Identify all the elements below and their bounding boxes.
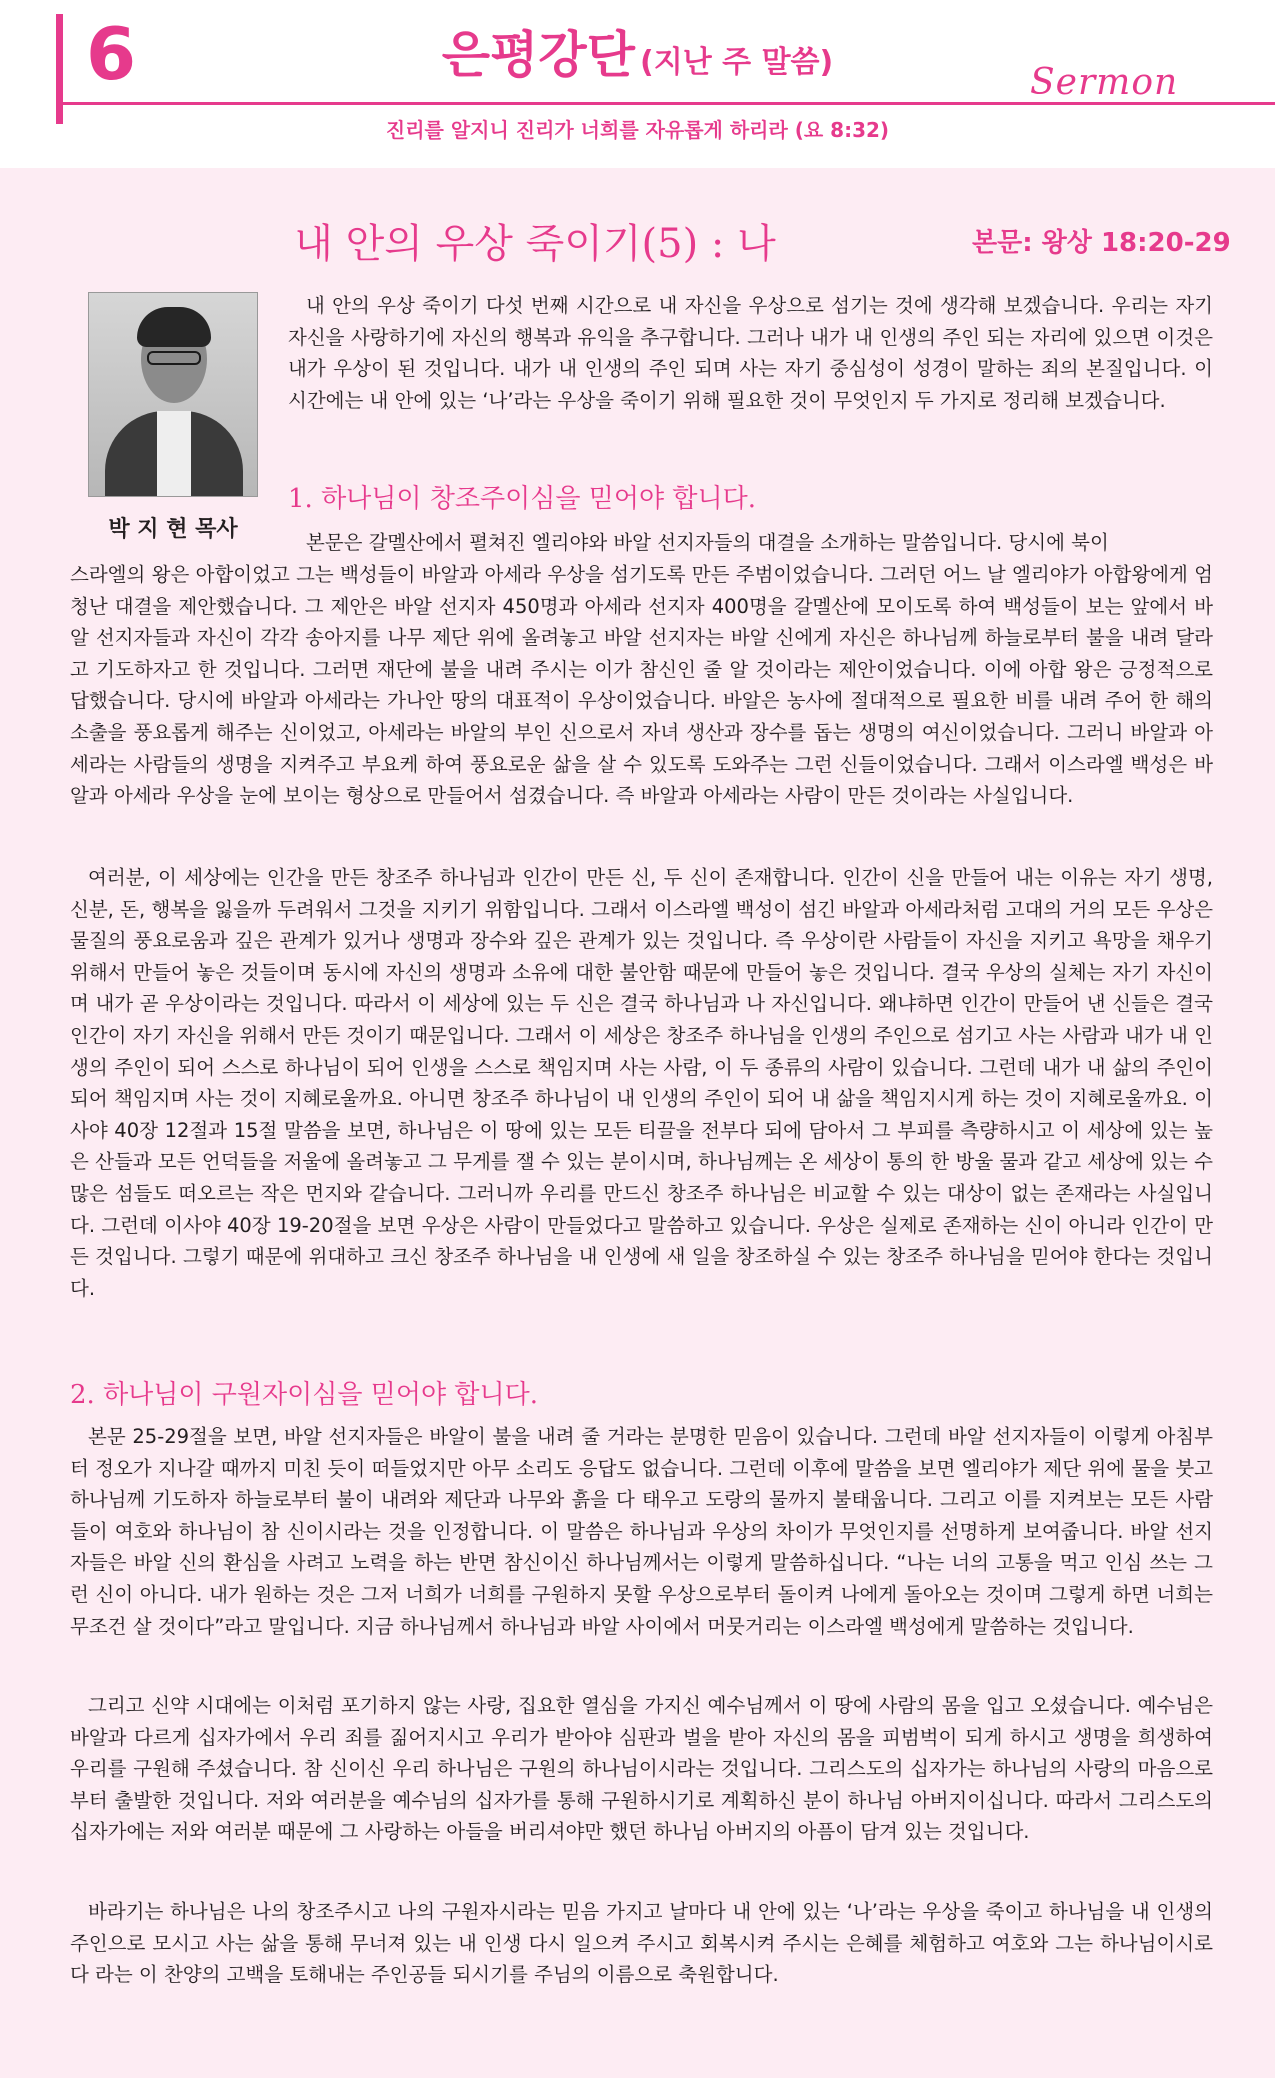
paragraph-3: 본문 25-29절을 보면, 바알 선지자들은 바알이 불을 내려 줄 거라는 분명한 믿음이 있습니다. 그런데 바알 선지자들이 이렇게 아침부터 정오가 지나갈 때까지 미친 듯이 떠들었지만 아무 소리도 응답도 없습니다. 그런데 이후에 말씀을 보면 엘리야가 제단 위에 물을 붓고 하나님께 기도하자 하늘로부터 불이 내려와 제단과 나무와 흙을 다 태우고 도랑의 물까지 불태웁니다. 그리고 이를 지켜보는 모든 사람들이 여호와 하나님이 참 신이시라는 것을 인정합니다. 이 말씀은 하나님과 우상의 차이가 무엇인지를 선명하게 보여줍니다. 바알 선지자들은 바알 신의 환심을 사려고 노력을 하는 반면 참신이신 하나님께서는 이렇게 말씀하십니다. “나는 너의 고통을 먹고 인심 쓰는 그런 신이 아니다. 내가 원하는 것은 그저 너희가 너희를 구원하지 못할 우상으로부터 돌이켜 나에게 돌아오는 것이며 그렇게 하면 너희는 무조건 살 것이다”라고 말입니다. 지금 하나님께서 하나님과 바알 사이에서 머뭇거리는 이스라엘 백성에게 말씀하는 것입니다.: [70, 1425, 1213, 1638]
paragraph-5: 바라기는 하나님은 나의 창조주시고 나의 구원자시라는 믿음 가지고 날마다 내 안에 있는 ‘나’라는 우상을 죽이고 하나님을 내 인생의 주인으로 모시고 사는 삶을 통해 무너져 있는 내 인생 다시 일으켜 주시고 회복시켜 주시는 은혜를 체험하고 여호와 그는 하나님이시로다 라는 이 찬양의 고백을 토해내는 주인공들 되시기를 주님의 이름으로 축원합니다.: [70, 1900, 1213, 1987]
paragraph-2: 여러분, 이 세상에는 인간을 만든 창조주 하나님과 인간이 만든 신, 두 신이 존재합니다. 인간이 신을 만들어 내는 이유는 자기 생명, 신분, 돈, 행복을 잃을까 두려워서 그것을 지키기 위함입니다. 그래서 이스라엘 백성이 섬긴 바알과 아세라처럼 고대의 거의 모든 우상은 물질의 풍요로움과 깊은 관계가 있거나 생명과 장수와 깊은 관계가 있는 것입니다. 즉 우상이란 사람들이 자신을 지키고 욕망을 채우기 위해서 만들어 놓은 것들이며 동시에 자신의 생명과 소유에 대한 불안함 때문에 만들어 놓은 것입니다. 결국 우상의 실체는 자기 자신이며 내가 곧 우상이라는 것입니다. 따라서 이 세상에 있는 두 신은 결국 하나님과 나 자신입니다. 왜냐하면 인간이 만들어 낸 신들은 결국 인간이 자기 자신을 위해서 만든 것이기 때문입니다. 그래서 이 세상은 창조주 하나님을 인생의 주인으로 섬기고 사는 사람과 내가 내 인생의 주인이 되어 스스로 하나님이 되어 인생을 스스로 책임지며 사는 사람, 이 두 종류의 사람이 있습니다. 그런데 내가 내 삶의 주인이 되어 책임지며 사는 것이 지혜로울까요. 아니면 창조주 하나님이 내 인생의 주인이 되어 내 삶을 책임지시게 하는 것이 지혜로울까요. 이사야 40장 12절과 15절 말씀을 보면, 하나님은 이 땅에 있는 모든 티끌을 전부다 되에 담아서 그 부피를 측량하시고 이 세상에 있는 높은 산들과 모든 언덕들을 저울에 올려놓고 그 무게를 잴 수 있는 분이시며, 하나님께는 온 세상이 통의 한 방울 물과 같고 세상에 있는 수많은 섬들도 떠오르는 작은 먼지와 같습니다. 그러니까 우리를 만드신 창조주 하나님은 비교할 수 있는 대상이 없는 존재라는 사실입니다. 그런데 이사야 40장 19-20절을 보면 우상은 사람이 만들었다고 말씀하고 있습니다. 우상은 실제로 존재하는 신이 아니라 인간이 만든 것입니다. 그렇기 때문에 위대하고 크신 창조주 하나님을 내 인생에 새 일을 창조하실 수 있는 창조주 하나님을 믿어야 한다는 것입니다.: [70, 866, 1213, 1300]
motto: 진리를 알지니 진리가 너희를 자유롭게 하리라 (요 8:32): [385, 118, 890, 142]
intro-paragraph: 내 안의 우상 죽이기 다섯 번째 시간으로 내 자신을 우상으로 섬기는 것에 생각해 보겠습니다. 우리는 자기 자신을 사랑하기에 자신의 행복과 유익을 추구합니다. 그러나 내가 내 인생의 주인 되는 자리에 있으면 이것은 내가 우상이 된 것입니다. 내가 내 인생의 주인 되며 사는 자기 중심성이 성경이 말하는 죄의 본질입니다. 이 시간에는 내 안에 있는 ‘나’라는 우상을 죽이기 위해 필요한 것이 무엇인지 두 가지로 정리해 보겠습니다.: [288, 294, 1213, 412]
page-number: 6: [86, 12, 137, 96]
photo-shirt: [157, 411, 191, 497]
photo-glasses: [147, 351, 201, 365]
page-header: [0, 0, 1275, 168]
scripture-reference: 본문: 왕상 18:20-29: [972, 228, 1231, 258]
pastor-photo: [88, 292, 258, 497]
section-title-main: 은평강단: [441, 26, 635, 84]
sermon-title: 내 안의 우상 죽이기(5) : 나: [294, 221, 776, 267]
sermon-label: Sermon: [1030, 62, 1179, 103]
paragraph-1: 스라엘의 왕은 아합이었고 그는 백성들이 바알과 아세라 우상을 섬기도록 만든 주범이었습니다. 그러던 어느 날 엘리야가 아합왕에게 엄청난 대결을 제안했습니다. 그 제안은 바알 선지자 450명과 아세라 선지자 400명을 갈멜산에 모이도록 하여 백성들이 보는 앞에서 바알 선지자들과 자신이 각각 송아지를 나무 제단 위에 올려놓고 바알 선지자는 바알 신에게 자신은 하나님께 하늘로부터 불을 내려 달라고 기도하자고 한 것입니다. 그러면 재단에 불을 내려 주시는 이가 참신인 줄 알 것이라는 제안이었습니다. 이에 아합 왕은 긍정적으로 답했습니다. 당시에 바알과 아세라는 가나안 땅의 대표적이 우상이었습니다. 바알은 농사에 절대적으로 필요한 비를 내려 주어 한 해의 소출을 풍요롭게 해주는 신이었고, 아세라는 바알의 부인 신으로서 자녀 생산과 장수를 돕는 생명의 여신이었습니다. 그러니 바알과 아세라는 사람들의 생명을 지켜주고 부요케 하여 풍요로운 삶을 살 수 있도록 도와주는 그런 신들이었습니다. 그래서 이스라엘 백성은 바알과 아세라 우상을 눈에 보이는 형상으로 만들어서 섬겼습니다. 즉 바알과 아세라는 사람이 만든 것이라는 사실입니다.: [70, 563, 1213, 808]
photo-hair: [137, 307, 211, 347]
paragraph-1-side: 본문은 갈멜산에서 펼쳐진 엘리야와 바알 선지자들의 대결을 소개하는 말씀입니다. 당시에 북이: [306, 531, 1109, 554]
heading-1: 1. 하나님이 창조주이심을 믿어야 합니다.: [288, 484, 756, 514]
section-title-sub: (지난 주 말씀): [640, 45, 834, 80]
heading-2: 2. 하나님이 구원자이심을 믿어야 합니다.: [70, 1380, 538, 1410]
paragraph-4: 그리고 신약 시대에는 이처럼 포기하지 않는 사랑, 집요한 열심을 가지신 예수님께서 이 땅에 사람의 몸을 입고 오셨습니다. 예수님은 바알과 다르게 십자가에서 우리 죄를 짊어지시고 우리가 받아야 심판과 벌을 받아 자신의 몸을 피범벅이 되게 하시고 생명을 희생하여 우리를 구원해 주셨습니다. 참 신이신 우리 하나님은 구원의 하나님이시라는 것입니다. 그리스도의 십자가는 하나님의 사랑의 마음으로부터 출발한 것입니다. 저와 여러분을 예수님의 십자가를 통해 구원하시기로 계획하신 분이 하나님 아버지이십니다. 따라서 그리스도의 십자가에는 저와 여러분 때문에 그 사랑하는 아들을 버리셔야만 했던 하나님 아버지의 아픔이 담겨 있는 것입니다.: [70, 1694, 1213, 1844]
pastor-name: 박 지 현 목사: [108, 517, 238, 542]
